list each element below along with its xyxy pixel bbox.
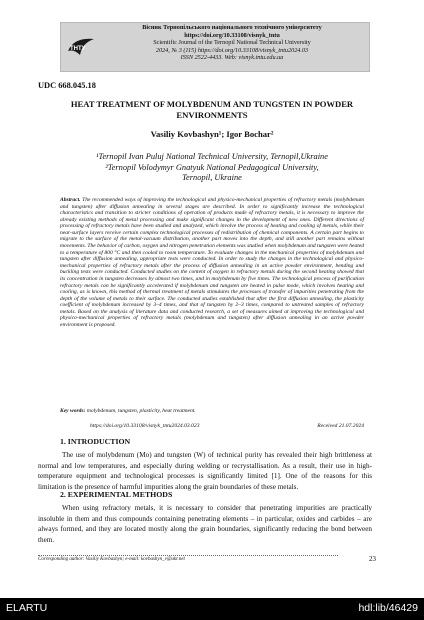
repository-bar (0, 598, 424, 620)
affiliation-2-city: Ternopil, Ukraine (182, 173, 242, 183)
page-number: 23 (368, 555, 376, 563)
affiliations (38, 152, 386, 184)
paper-authors: Vasiliy Kovbashyn¹; Igor Bochar² (150, 129, 274, 139)
corresponding-author-note: Corresponding author: Vasiliy Kovbashyn; e-mail: kovbashyn_v@ukr.net (38, 557, 185, 562)
header-line-ua: Вісник Тернопільського національного технічного університету (142, 24, 322, 31)
keywords-label: Key words: (60, 408, 86, 414)
keywords-text: molybdenum, tungsten, plasticity, heat treatment. (86, 408, 196, 414)
keywords (60, 408, 364, 414)
section-heading-introduction: 1. INTRODUCTION (60, 437, 131, 446)
header-line-en: Scientific Journal of the Ternopil National Technical University (153, 39, 311, 47)
footer-divider (38, 555, 338, 556)
repository-name: ELARTU (6, 602, 48, 614)
article-doi-link[interactable]: https://doi.org/10.33108/visnyk_tntu2024.03.023 (90, 423, 200, 429)
methods-paragraph: When using refractory metals, it is necessary to consider that penetrating impurities are practically insoluble in them and thus compounds containing penetrating elements – in particular, oxides and carbides – are always formed, and they are located mostly along the grain boundaries, significantly reducing the bond between them. (38, 504, 372, 544)
abstract (60, 197, 364, 329)
abstract-label: Abstract. (60, 197, 81, 203)
journal-header-text (98, 24, 366, 62)
affiliation-2: ²Ternopil Volodymyr Gnatyuk National Pedagogical University, (105, 162, 319, 172)
journal-logo (66, 33, 96, 63)
header-issn: ISSN 2522-4433. Web: visnyk.tntu.edu.ua (180, 54, 284, 62)
header-doi-link[interactable]: https://doi.org/10.33108/visnyk_tntu (184, 31, 280, 39)
svg-text:ТНТУ: ТНТУ (70, 46, 86, 52)
header-issue: 2024, № 3 (115) https://doi.org/10.33108/visnyk_tntu2024.03 (155, 46, 309, 54)
section-heading-methods: 2. EXPERIMENTAL METHODS (60, 490, 173, 499)
paper-title: HEAT TREATMENT OF MOLYBDENUM AND TUNGSTEN IN POWDER ENVIRONMENTS (70, 99, 354, 120)
abstract-text: The recommended ways of improving the technological and physico-mechanical properties of refractory metals (molybdenum and tungsten) after diffusion annealing in several stages are described. In order to significantly increase the technological characteristics and transition to stricter conditions of operation of products made of refractory metals, it is necessary to improve the already existing methods of metal processing and make significant changes in the development of new ones. Different directions of processing of refractory metals have been studied and analyzed, which involve the process of heating and cooling of metals, while their near-surface layers receive certain complex technological processes of redistribution of chemical components. A certain part begins to migrate to the surface of the metal-vacuum distribution, another part moves into the depth, and still another part remains without movements. The behavior of carbon, oxygen and nitrogen penetration elements was studied when molybdenum and tungsten were heated to a temperature of 800 °C and then cooled to room temperature. To evaluate changes in the mechanical properties of molybdenum and tungsten after diffusion annealing, appropriate tests were conducted. In order to study the changes in the technological and physico-mechanical properties of refractory metals after the process of diffusion annealing in an active powder environment, bending and buckling tests were conducted. Conducted studies on the content of oxygen in refractory metals during the second heating showed that its concentration in tungsten decreases by almost two times, and in molybdenum by five times. The technological process of purification refractory metals can be significantly accelerated if molybdenum and tungsten are heated in pulse mode, which involves heating and cooling, as is known, this method of thermal treatment of metals stimulates the processes of transfer of impurities penetrating from the depth of the volume of metals to their surface. The conducted studies established that after the first diffusion annealing, the plasticity coefficient of molybdenum increased by 3–4 times, and that of tungsten by 2–3 times, compared to untreated samples of refractory metals. Based on the analysis of literature data and conducted research, a set of measures aimed at improving the technological and physico-mechanical properties of refractory metals (molybdenum and tungsten) after diffusion annealing in an active powder environment is proposed. (60, 197, 364, 328)
received-date: Received 21.07.2024 (317, 423, 364, 429)
introduction-paragraph: The use of molybdenum (Mo) and tungsten (W) of technical purity has revealed their high brittleness at normal and low temperatures, and especially during welding or recrystallisation. As a result, their use in high-temperature equipment and technological processes is significantly limited [1]. One of the reasons for this limitation is the presence of harmful impurities along the grain boundaries of these metals. (38, 451, 372, 491)
udc-code: UDC 668.045.18 (38, 81, 96, 90)
affiliation-1: ¹Ternopil Ivan Puluj National Technical University, Ternopil,Ukraine (96, 152, 328, 161)
handle-link[interactable]: hdl:lib/46429 (358, 602, 418, 614)
